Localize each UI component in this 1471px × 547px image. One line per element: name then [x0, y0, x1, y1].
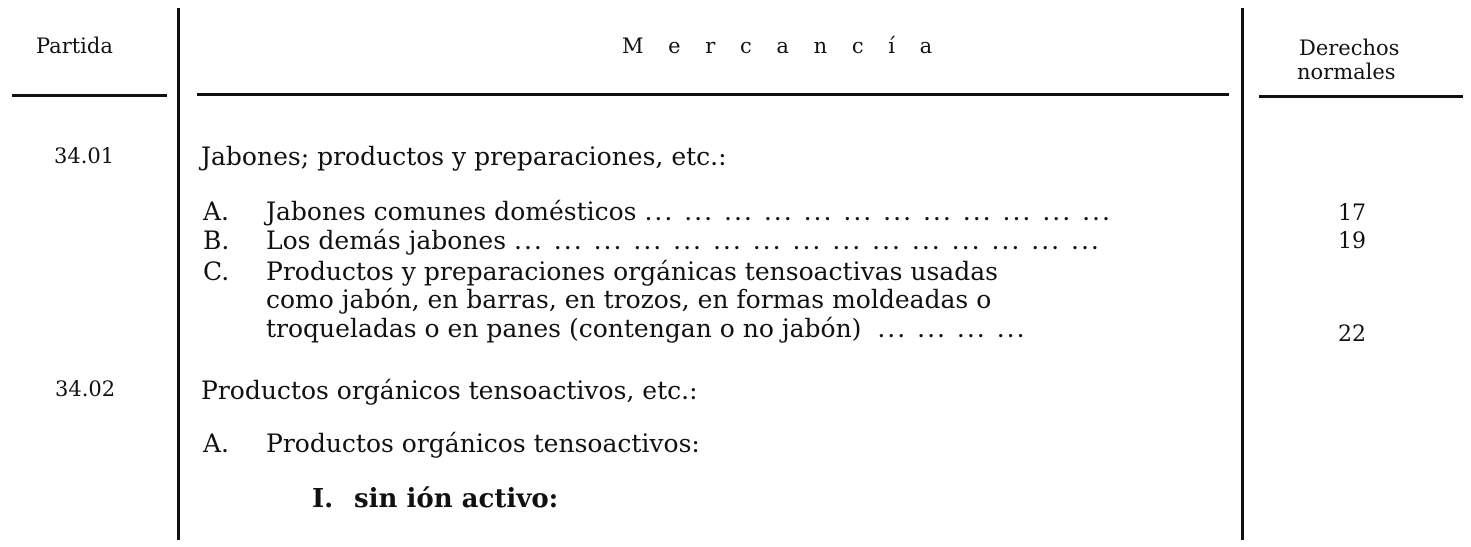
header-derechos-line2: normales	[1297, 60, 1396, 84]
item-text: Jabones comunes domésticos	[266, 197, 637, 226]
item-row	[203, 429, 700, 458]
subitem-number: I.	[312, 484, 334, 514]
subitem-row	[312, 484, 558, 514]
item-text-line: troqueladas o en panes (contengan o no jabón)	[266, 314, 862, 343]
duty-value: 17	[1338, 201, 1366, 226]
partida-code: 34.02	[55, 377, 116, 401]
leader-dots: ... ... ... ... ... ... ... ... ... ... ... ... ... ... ...	[514, 226, 1101, 255]
leader-dots: ... ... ... ... ... ... ... ... ... ... ... ...	[644, 197, 1112, 226]
header-rule-mercancia	[197, 93, 1229, 96]
column-divider-right	[1241, 8, 1244, 540]
item-text-line: Productos y preparaciones orgánicas tensoactivas usadas	[266, 257, 998, 286]
partida-heading: Jabones; productos y preparaciones, etc.:	[201, 142, 727, 171]
item-letter: B.	[203, 226, 230, 255]
header-rule-derechos	[1259, 95, 1463, 98]
header-mercancia: M e r c a n c í a	[622, 34, 942, 58]
leader-dots: ... ... ... ...	[877, 314, 1027, 343]
header-partida: Partida	[36, 34, 113, 58]
item-row	[203, 257, 998, 286]
header-rule-partida	[12, 94, 167, 97]
item-letter: A.	[203, 197, 230, 226]
duty-value: 22	[1338, 322, 1366, 347]
subitem-text: sin ión activo:	[354, 484, 559, 514]
item-row	[203, 226, 1101, 255]
item-letter: C.	[203, 257, 230, 286]
partida-heading: Productos orgánicos tensoactivos, etc.:	[201, 376, 698, 405]
item-text: Productos orgánicos tensoactivos:	[266, 429, 700, 458]
column-divider-left	[177, 8, 180, 540]
item-text: Los demás jabones	[266, 226, 507, 255]
duty-value: 19	[1338, 229, 1366, 254]
item-row-continuation	[266, 314, 1027, 343]
item-row	[203, 197, 1112, 226]
item-letter: A.	[203, 429, 230, 458]
partida-code: 34.01	[54, 144, 115, 168]
item-row-continuation	[266, 285, 991, 314]
header-derechos-line1: Derechos	[1299, 36, 1400, 60]
item-text-line: como jabón, en barras, en trozos, en formas moldeadas o	[266, 285, 992, 314]
